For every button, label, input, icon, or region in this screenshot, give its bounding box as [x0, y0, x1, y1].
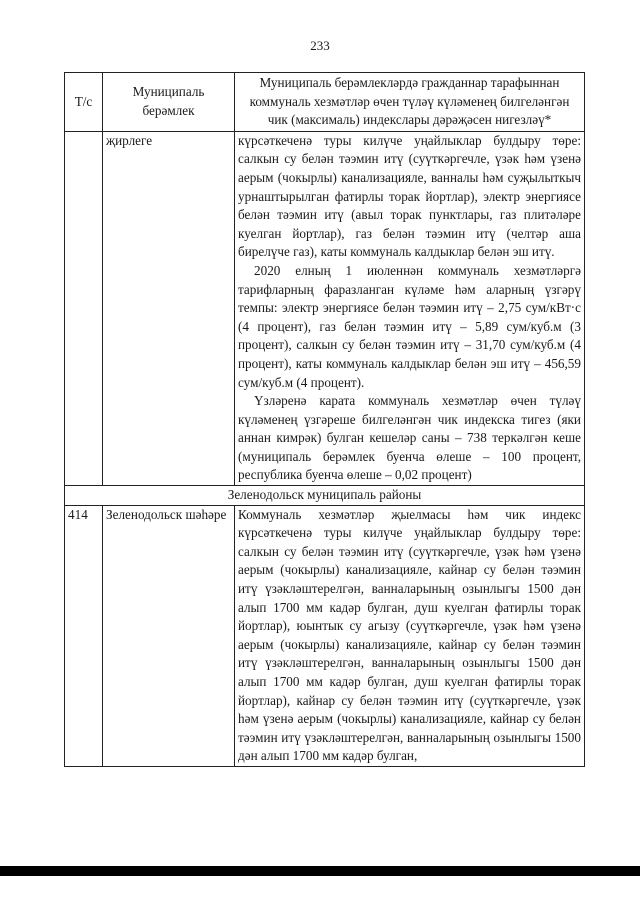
scan-edge-bar — [0, 866, 640, 876]
row-municipality-cell: Зеленодольск шәһәре — [103, 505, 235, 766]
table-header-row — [65, 73, 585, 132]
paragraph: Үзләренә карата коммуналь хезмәтләр өчен түләү күләменең үзгәреше билгеләнгән чик индекска тигез (яки аннан кимрәк) булган кешеләр саны – 738 теркәлгән кеше (муниципаль берәмлек буенча өлеше – 100 процент, республика буенча өлеше – 0,02 процент) — [238, 393, 581, 483]
table-row — [65, 131, 585, 485]
row-index-cell: Коммуналь хезмәтләр җыелмасы һәм чик индекс күрсәткеченә туры килүче уңайлыклар булдыру төре: салкын су белән тәэмин итү (суүткәргечле, үзәк һәм үзенә аерым (чокырлы) канализацияле, кайнар су белән тәэмин итү үзәкләштерелгән, ванналарының озынлыгы 1500 дән алып 1700 мм кадәр булган, душ куелган фатирлы торак йортлар), юынтык су агызу (суүткәргечле, үзәк һәм үзенә аерым (чокырлы) канализацияле, кайнар су белән тәэмин итү үзәкләштерелгән, ванналарының озынлыгы 1500 дән алып 1700 мм кадәр булган, душ куелган фатирлы торак йортлар), кайнар су белән тәэмин итү (суүткәргечле, үзәк һәм үзенә аерым (чокырлы) канализацияле, кайнар су белән тәэмин итү үзәкләштерелгән, ванналарының озынлыгы 1500 дән алып 1700 мм кадәр булган, — [235, 505, 585, 766]
row-municipality-cell: җирлеге — [103, 131, 235, 485]
header-num: Т/с — [65, 73, 103, 132]
region-heading-row — [65, 486, 585, 506]
paragraph: күрсәткеченә туры килүче уңайлыклар булдыру төре: салкын су белән тәэмин итү (суүткәргечле, үзәк һәм үзенә аерым (чокырлы) канализацияле, ванналы һәм суҗылыткыч урнаштырылган фатирлы торак йортлар), электр энергиясе белән тәэмин итү (авыл торак пунктлары, газ плитәләре куелган йортлар), газ белән тәэмин итү (челтәр аша бирелүче газ), каты коммуналь калдыклар белән эш итү. — [238, 132, 581, 260]
page-number: 233 — [310, 38, 330, 53]
region-heading: Зеленодольск муниципаль районы — [65, 486, 585, 506]
row-num-cell — [65, 131, 103, 485]
paragraph: 2020 елның 1 июленнән коммуналь хезмәтләргә тарифларның фаразланган күләме һәм аларның үзгәрү темпы: электр энергиясе белән тәэмин итү – 2,75 сум/кВт·с (4 процент), газ белән тәэмин итү – 5,89 сум/куб.м (3 процент), салкын су белән тәэмин итү – 31,70 сум/куб.м (4 процент), каты коммуналь калдыклар белән эш итү – 456,59 сум/куб.м (4 процент). — [238, 262, 581, 390]
table-row — [65, 505, 585, 766]
tariff-table — [64, 72, 585, 767]
row-index-cell — [235, 131, 585, 485]
row-num-cell: 414 — [65, 505, 103, 766]
header-municipality: Муниципаль берәмлек — [103, 73, 235, 132]
header-index: Муниципаль берәмлекләрдә гражданнар тарафыннан коммуналь хезмәтләр өчен түләү күләменең билгеләнгән чик (максималь) индекслары дәрәҗәсен нигезләү* — [235, 73, 585, 132]
